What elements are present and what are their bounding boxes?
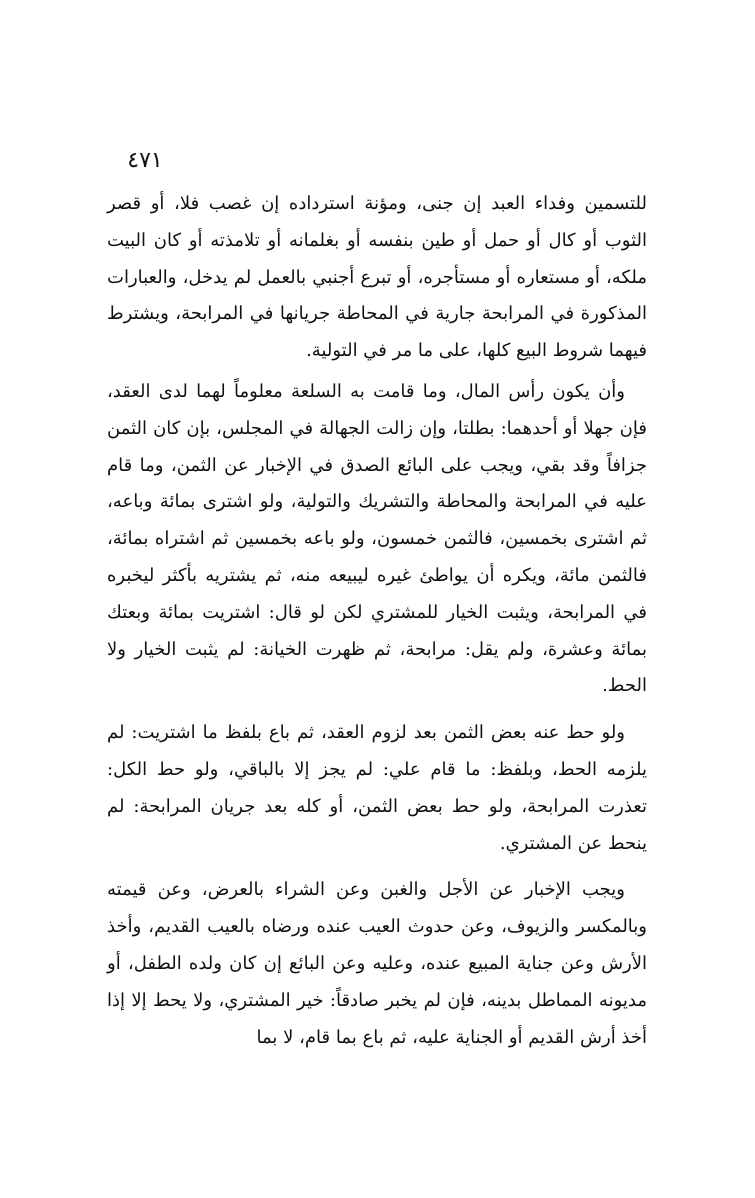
- paragraph-4: ويجب الإخبار عن الأجل والغبن وعن الشراء بالعرض، وعن قيمته وبالمكسر والزيوف، وعن حدوث العيب عنده ورضاه بالعيب القديم، وأخذ الأرش وعن جناية المبيع عنده، وعليه وعن البائع إن كان ولده الطفل، أو مديونه المماطل بدينه، فإن لم يخبر صادقاً: خير المشتري، ولا يحط إلا إذا أخذ أرش القديم أو الجناية عليه، ثم باع بما قام، لا بما: [107, 879, 647, 1048]
- body-text: [107, 186, 647, 1056]
- paragraph-2: وأن يكون رأس المال، وما قامت به السلعة معلوماً لهما لدى العقد، فإن جهلا أو أحدهما: بطلتا، وإن زالت الجهالة في المجلس، بإن كان الثمن جزافاً وقد بقي، ويجب على البائع الصدق في الإخبار عن الثمن، وما قام عليه في المرابحة والمحاطة والتشريك والتولية، ولو اشترى بمائة وباعه، ثم اشترى بخمسين، فالثمن خمسون، ولو باعه بخمسين ثم اشتراه بمائة، فالثمن مائة، ويكره أن يواطئ غيره ليبيعه منه، ثم يشتريه بأكثر ليخبره في المرابحة، ويثبت الخيار للمشتري لكن لو قال: اشتريت بمائة وبعتك بمائة وعشرة، ولم يقل: مرابحة، ثم ظهرت الخيانة: لم يثبت الخيار ولا الحط.: [107, 380, 647, 697]
- paragraph-3: ولو حط عنه بعض الثمن بعد لزوم العقد، ثم باع بلفظ ما اشتريت: لم يلزمه الحط، وبلفظ: ما قام علي: لم يجز إلا بالباقي، ولو حط الكل: تعذرت المرابحة، ولو حط بعض الثمن، أو كله بعد جريان المرابحة: لم ينحط عن المشتري.: [107, 722, 647, 854]
- page-number: ٤٧١: [127, 148, 163, 173]
- paragraph-1: للتسمين وفداء العبد إن جنى، ومؤنة استرداده إن غصب فلا، أو قصر الثوب أو كال أو حمل أو طين بنفسه أو بغلمانه أو تلامذته أو كان البيت ملكه، أو مستعاره أو مستأجره، أو تبرع أجنبي بالعمل لم يدخل، والعبارات المذكورة في المرابحة جارية في المحاطة جريانها في المرابحة، ويشترط فيهما شروط البيع كلها، على ما مر في التولية.: [107, 193, 647, 362]
